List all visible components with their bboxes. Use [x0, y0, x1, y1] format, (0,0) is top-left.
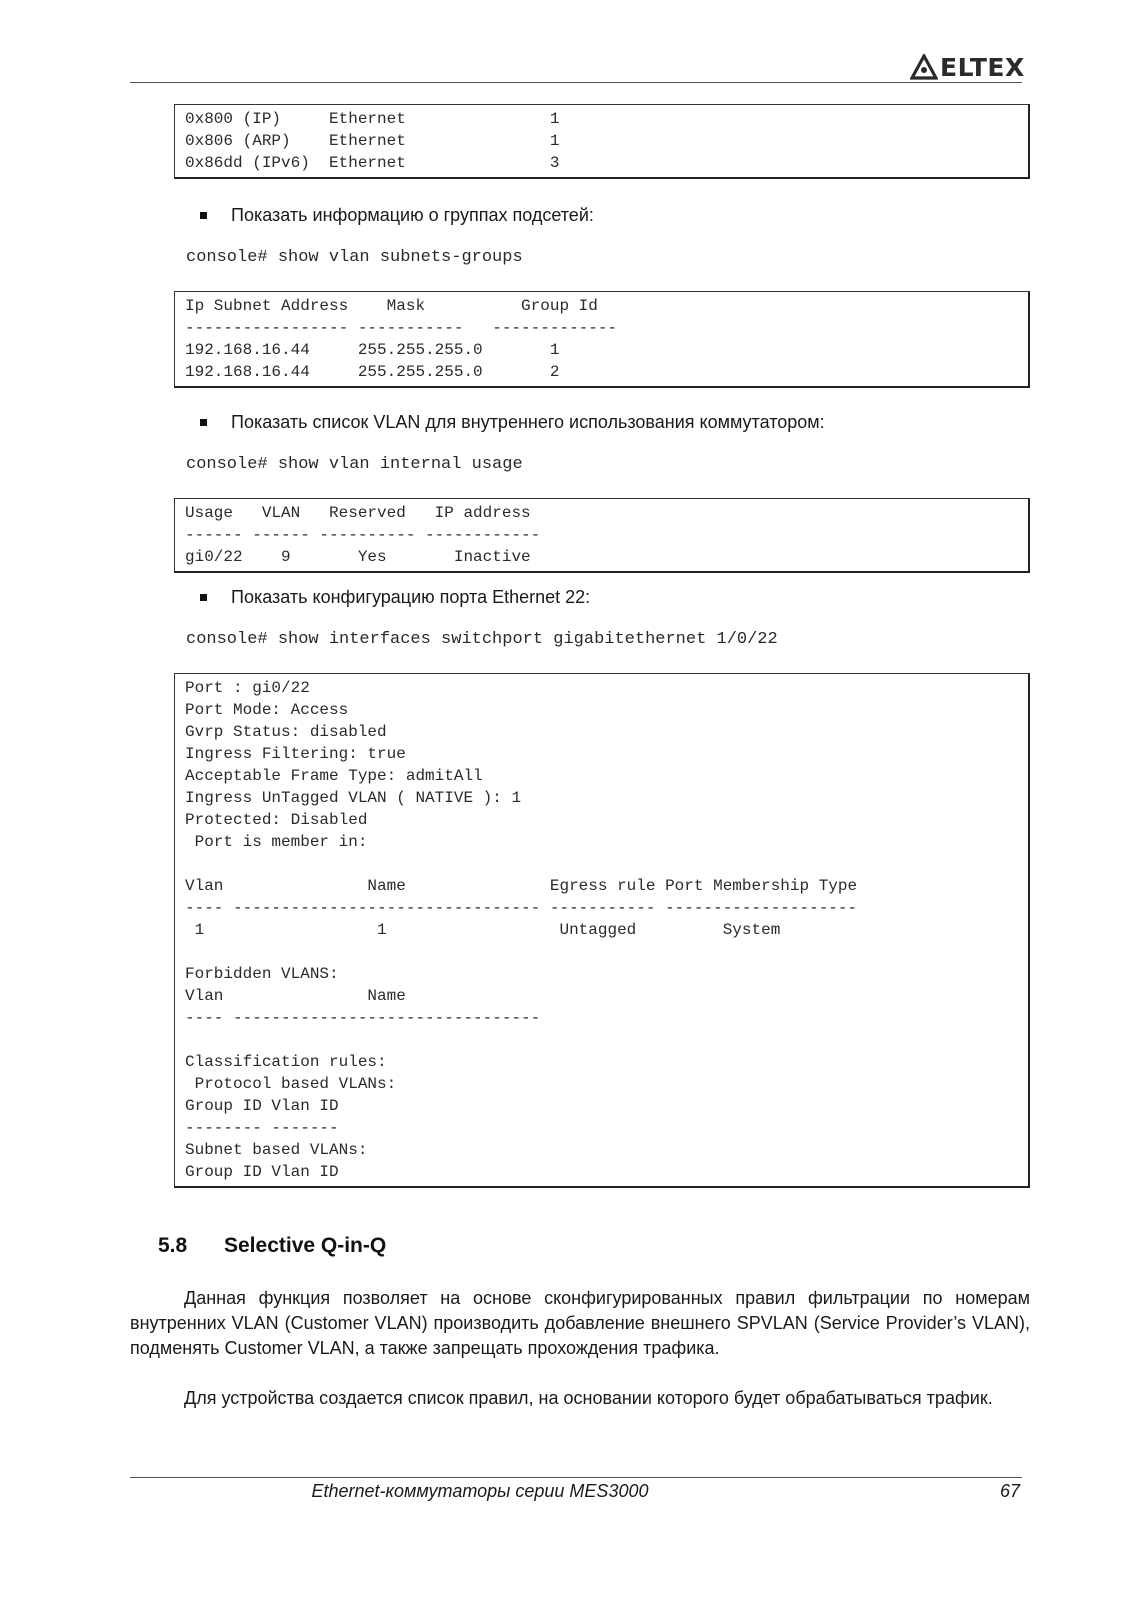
- protocol-table: 0x800 (IP) Ethernet 1 0x806 (ARP) Ethernet 1 0x86dd (IPv6) Ethernet 3: [185, 110, 560, 172]
- section-number: 5.8: [158, 1234, 188, 1257]
- bullet-subnets-groups: [200, 203, 1030, 227]
- internal-table-box: [174, 498, 1030, 573]
- page-content: [130, 104, 1030, 1411]
- bullet-square-icon: [200, 212, 207, 219]
- bullet-text: Показать список VLAN для внутреннего использования коммутатором:: [231, 412, 825, 432]
- eltex-logo: [910, 52, 1025, 82]
- logo-text: ELTEX: [940, 52, 1025, 82]
- bullet-port-config: [200, 585, 1030, 609]
- command-switchport: console# show interfaces switchport gigabitethernet 1/0/22: [186, 630, 778, 649]
- subnets-table: Ip Subnet Address Mask Group Id ----------------- ----------- ------------- 192.168.16.44 255.255.255.0 1 192.168.16.44 255.255.255.0 2: [185, 297, 618, 381]
- command-subnets-groups: console# show vlan subnets-groups: [186, 248, 523, 267]
- bullet-text: Показать конфигурацию порта Ethernet 22:: [231, 587, 591, 607]
- internal-table: Usage VLAN Reserved IP address ------ ------ ---------- ------------ gi0/22 9 Yes Inactive: [185, 504, 541, 566]
- page-number: 67: [999, 1481, 1020, 1501]
- bullet-square-icon: [200, 419, 207, 426]
- footer-title: Ethernet-коммутаторы серии MES3000: [311, 1481, 649, 1501]
- footer-rule: [130, 1477, 1022, 1478]
- subnets-table-box: [174, 291, 1030, 388]
- paragraph-2-text: Для устройства создается список правил, на основании которого будет обрабатываться трафик.: [184, 1388, 993, 1408]
- protocol-table-box: [174, 104, 1030, 179]
- port-output: Port : gi0/22 Port Mode: Access Gvrp Status: disabled Ingress Filtering: true Acceptable Frame Type: admitAll Ingress UnTagged VLAN ( NATIVE ): 1 Protected: Disabled Port is member in: Vlan Name Egress rule Port Membership Type ---- -------------------------------- ----------- -------------------- 1 1 Untagged System Forbidden VLANS: Vlan Name ---- -------------------------------- Classification rules: Protocol based VLANs: Group ID Vlan ID -------- ------- Subnet based VLANs: Group ID Vlan ID: [185, 679, 858, 1181]
- paragraph-1: [130, 1286, 1030, 1361]
- paragraph-1-text: Данная функция позволяет на основе сконфигурированных правил фильтрации по номерам внутренних VLAN (Customer VLAN) производить добавление внешнего SPVLAN (Service Provider’s VLAN), подменять Customer VLAN, а также запрещать прохождения трафика.: [130, 1288, 1030, 1358]
- port-output-box: [174, 673, 1030, 1188]
- header-rule: [130, 82, 1022, 83]
- command-internal-usage: console# show vlan internal usage: [186, 455, 523, 474]
- paragraph-2: [130, 1386, 1030, 1411]
- bullet-internal-usage: [200, 410, 1030, 434]
- section-title: Selective Q-in-Q: [224, 1234, 387, 1257]
- eltex-logo-icon: [910, 54, 938, 80]
- section-heading: [158, 1234, 1030, 1258]
- bullet-text: Показать информацию о группах подсетей:: [231, 205, 594, 225]
- bullet-square-icon: [200, 594, 207, 601]
